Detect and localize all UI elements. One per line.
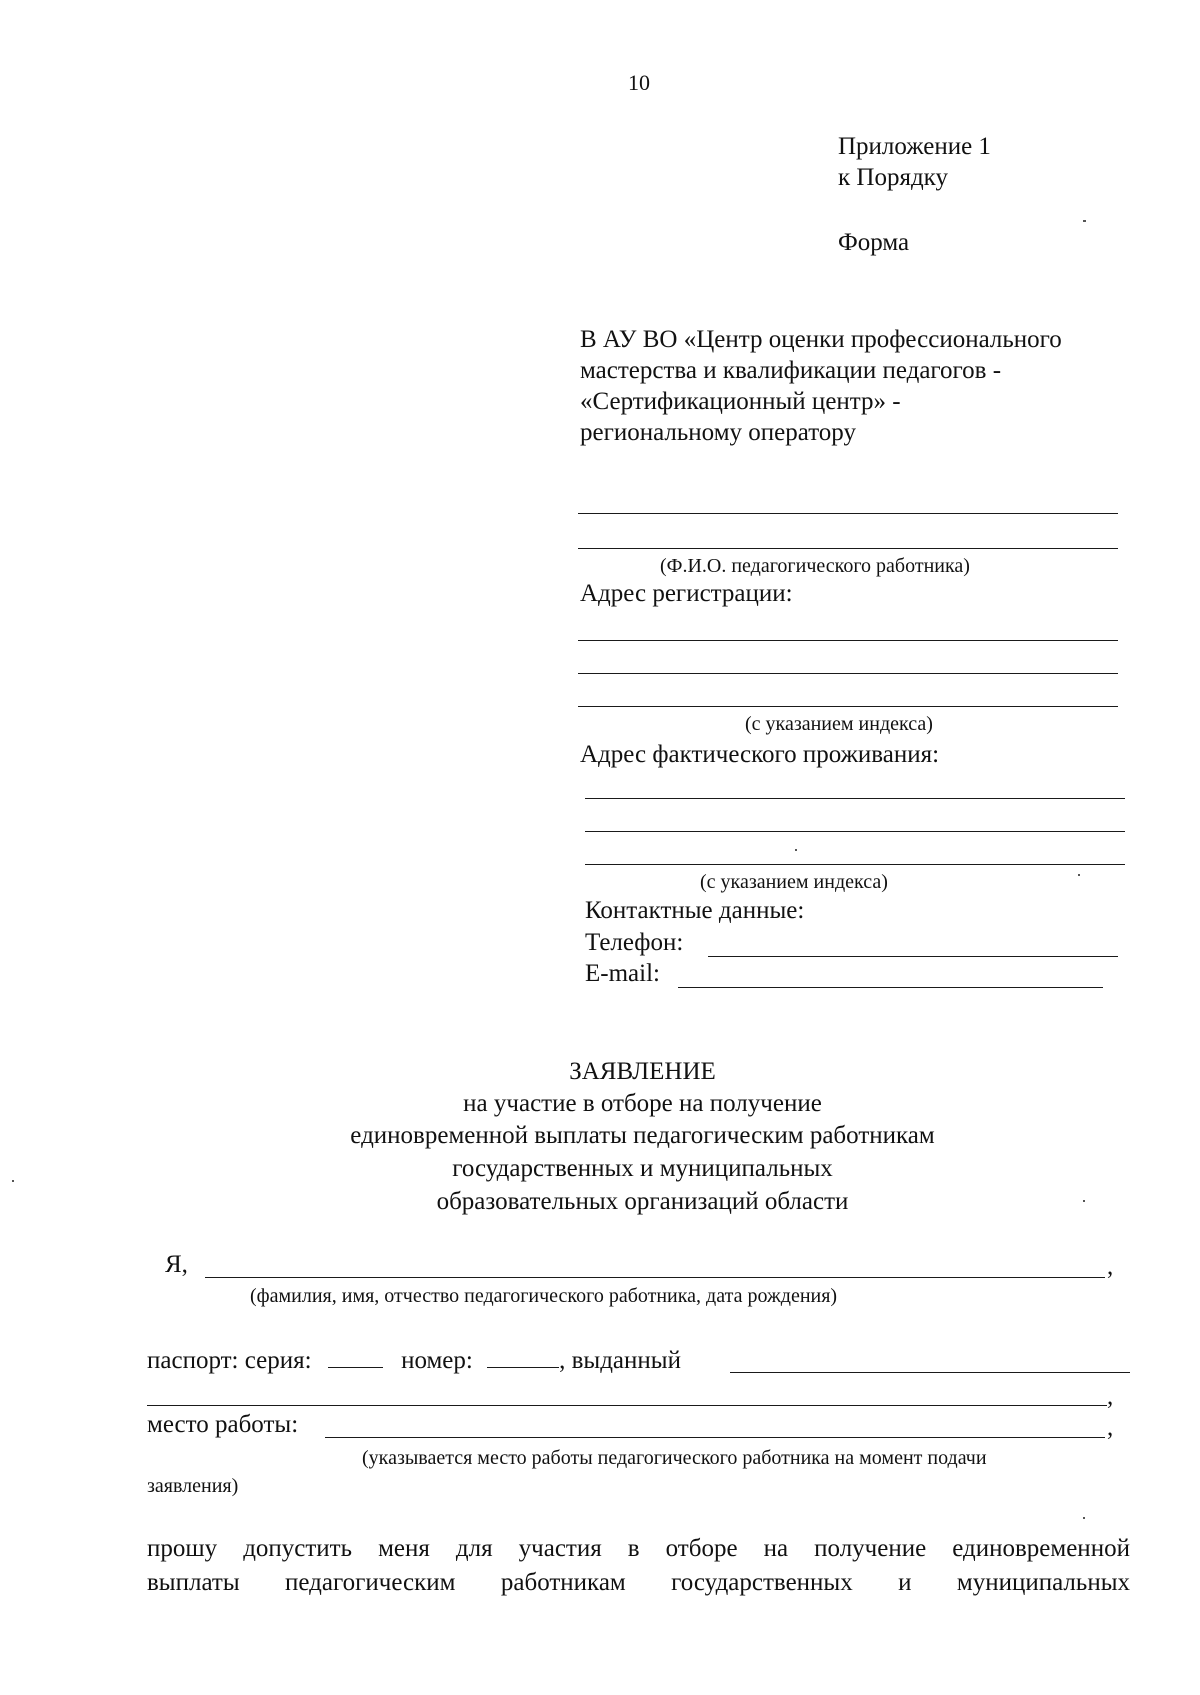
registration-address-line[interactable] [578, 673, 1118, 674]
statement-subtitle-line: государственных и муниципальных [452, 1155, 833, 1182]
scan-speck [1083, 220, 1086, 222]
request-word: педагогическим [285, 1569, 456, 1596]
statement-subtitle-line: единовременной выплаты педагогическим работникам [350, 1122, 935, 1149]
form-label: Форма [838, 229, 910, 256]
email-field-line[interactable] [678, 987, 1103, 988]
passport-series-label: паспорт: серия: [147, 1347, 312, 1374]
addressee-line: В АУ ВО «Центр оценки профессионального [580, 326, 1062, 353]
registration-address-line[interactable] [578, 706, 1118, 707]
actual-address-line[interactable] [585, 831, 1125, 832]
request-word: выплаты [147, 1569, 240, 1596]
passport-row [147, 1346, 681, 1376]
request-word: меня [378, 1535, 430, 1562]
statement-subtitle-line: на участие в отборе на получение [463, 1090, 822, 1117]
request-word: участия [518, 1535, 602, 1562]
name-field-line[interactable] [205, 1277, 1105, 1278]
request-word: для [455, 1535, 493, 1562]
appendix-reference: к Порядку [838, 164, 948, 191]
request-word: на [763, 1535, 789, 1562]
request-word: муниципальных [956, 1569, 1130, 1596]
addressee-line: региональному оператору [580, 419, 856, 446]
actual-address-label: Адрес фактического проживания: [580, 741, 940, 768]
passport-issued-continuation-line[interactable] [147, 1405, 1107, 1406]
actual-address-line[interactable] [585, 864, 1125, 865]
i-label: Я, [165, 1251, 188, 1278]
name-line-comma: , [1107, 1253, 1114, 1280]
fio-field-line[interactable] [578, 513, 1118, 514]
request-line [147, 1566, 1130, 1600]
passport-number-field[interactable] [487, 1347, 559, 1368]
workplace-caption: (указывается место работы педагогического работника на момент подачи [362, 1447, 987, 1469]
workplace-field-line[interactable] [325, 1437, 1105, 1438]
request-word: получение [814, 1535, 927, 1562]
name-caption: (фамилия, имя, отчество педагогического работника, дата рождения) [250, 1285, 838, 1307]
scan-speck [1078, 874, 1080, 876]
fio-field-line[interactable] [578, 548, 1118, 549]
registration-address-line[interactable] [578, 640, 1118, 641]
request-word: единовременной [952, 1535, 1130, 1562]
passport-issued-field-line[interactable] [730, 1372, 1130, 1373]
phone-field-line[interactable] [708, 956, 1118, 957]
statement-subtitle-line: образовательных организаций области [436, 1188, 849, 1215]
passport-line-comma: , [1107, 1383, 1114, 1410]
passport-series-field[interactable] [328, 1347, 383, 1368]
addressee-line: «Сертификационный центр» - [580, 388, 901, 415]
scan-speck [1083, 1517, 1085, 1519]
request-word: допустить [243, 1535, 353, 1562]
passport-number-label: номер: [401, 1347, 473, 1374]
phone-label: Телефон: [585, 929, 684, 956]
request-word: в [627, 1535, 640, 1562]
registration-index-caption: (с указанием индекса) [745, 713, 933, 735]
statement-title: ЗАЯВЛЕНИЕ [569, 1058, 716, 1085]
contacts-label: Контактные данные: [585, 897, 805, 924]
actual-address-line[interactable] [585, 798, 1125, 799]
request-word: и [898, 1569, 912, 1596]
registration-address-label: Адрес регистрации: [580, 580, 793, 607]
request-word: работникам [500, 1569, 626, 1596]
addressee-line: мастерства и квалификации педагогов - [580, 357, 1002, 384]
request-line [147, 1532, 1130, 1566]
passport-issued-label: , выданный [559, 1347, 681, 1374]
request-word: государственных [671, 1569, 853, 1596]
fio-caption: (Ф.И.О. педагогического работника) [660, 555, 970, 577]
workplace-label: место работы: [147, 1411, 299, 1438]
request-word: прошу [147, 1535, 218, 1562]
email-label: E-mail: [585, 960, 660, 987]
appendix-title: Приложение 1 [838, 133, 991, 160]
scan-speck [12, 1180, 14, 1182]
scan-speck [1083, 1200, 1085, 1202]
workplace-line-comma: , [1107, 1414, 1114, 1441]
scan-speck [795, 849, 797, 851]
page-number: 10 [628, 70, 650, 95]
request-word: отборе [665, 1535, 738, 1562]
workplace-caption-continued: заявления) [147, 1475, 239, 1497]
actual-index-caption: (с указанием индекса) [700, 871, 888, 893]
